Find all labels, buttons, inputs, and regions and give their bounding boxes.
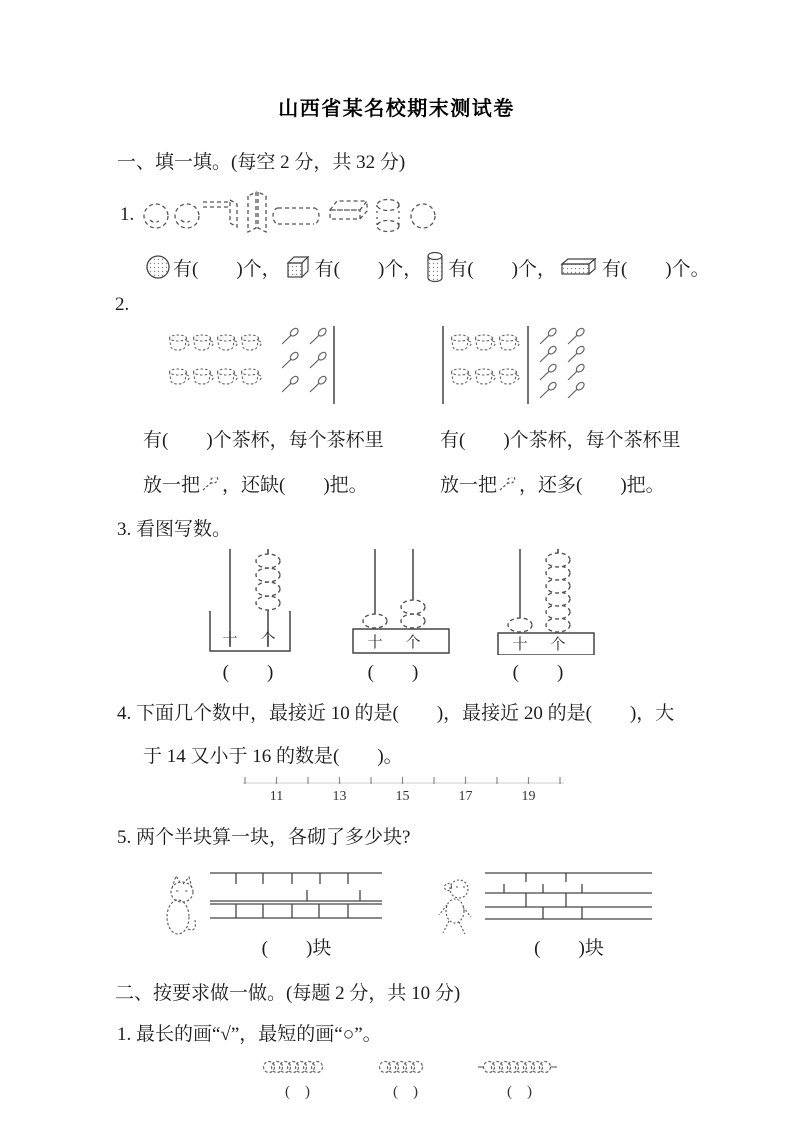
cube-icon [283,253,313,281]
sphere-blank-text: 有( )个， [173,258,281,280]
right-line2-pre: 放一把 [440,475,498,496]
sphere-icon [145,254,171,280]
abacus-tens-1-ones-6-illustration [478,543,598,655]
number-line-illustration [237,774,577,804]
cuboid-blank-text: 有( )个。 [601,258,710,280]
chain-2-group [378,1056,433,1101]
chain-3-group [478,1056,561,1101]
spoon-icon [498,477,518,495]
chain-1-group [262,1056,333,1101]
brick-wall-left-group [209,859,384,960]
kitten-illustration [163,871,199,937]
left-line2-post: ，还缺( )把。 [222,475,368,496]
brick-wall-right-group [484,859,654,960]
abacus-answer-blank: ( ) [512,662,564,683]
brick-wall-right-illustration [484,871,654,923]
question-2-number: 2. [115,294,130,315]
question-5-right-blank: ( )块 [534,938,604,959]
spoon-icon [201,477,221,495]
monkey-illustration [436,875,476,937]
bead-chain-illustration [262,1056,333,1078]
section1-heading: 一、填一填。(每空 2 分，共 32 分) [117,152,406,173]
page-title: 山西省某名校期末测试卷 [278,98,515,120]
question-4-line1: 4. 下面几个数中，最接近 10 的是( )，最接近 20 的是( )，大 [117,703,675,724]
svg-text:十: 十 [222,632,238,648]
chain-2-blank: ( ) [393,1084,418,1100]
cylinder-blank-text: 有( )个， [448,258,556,280]
brick-wall-left-illustration [209,871,384,921]
question-3-abacuses [188,543,793,655]
question-1-blanks [143,250,793,284]
section2-heading: 二、按要求做一做。(每题 2 分，共 10 分) [115,983,461,1004]
shapes-row-illustration [142,188,438,242]
bead-chain-illustration [378,1056,433,1078]
cylinder-icon [424,250,446,284]
abacus-ones-4-illustration [188,543,308,655]
question-2-left-text [143,418,440,508]
chain-3-blank: ( ) [507,1084,532,1100]
question-5-left-blank: ( )块 [261,938,332,959]
svg-text:13: 13 [332,789,347,804]
section2-question-1-chains [262,1056,793,1101]
question-2-text [143,418,793,508]
question-4-line2: 于 14 又小于 16 的数是( )。 [143,746,403,767]
left-line1: 有( )个茶杯，每个茶杯里 [143,430,384,451]
cube-blank-text: 有( )个， [314,258,423,280]
svg-text:17: 17 [458,789,473,804]
question-1-number: 1. [120,204,135,225]
svg-text:个: 个 [260,632,276,648]
question-3-heading: 3. 看图写数。 [117,519,232,540]
svg-text:个: 个 [550,637,566,653]
bead-chain-illustration [478,1056,561,1078]
teacups-spoons-left-illustration [158,320,348,410]
abacus-answer-blank: ( ) [367,662,419,683]
abacus-tens-1-ones-2-illustration [333,543,453,655]
svg-text:十: 十 [367,635,383,651]
svg-text:19: 19 [521,789,536,804]
right-line2-post: ，还多( )把。 [519,475,665,496]
section2-question-1-heading: 1. 最长的画“√”，最短的画“○”。 [117,1024,382,1045]
svg-text:个: 个 [405,635,421,651]
cuboid-icon [558,255,600,279]
teacups-spoons-right-illustration [440,320,630,410]
question-2-right-text [440,418,737,508]
question-1 [120,188,793,242]
svg-text:11: 11 [269,789,284,804]
abacus-answer-blank: ( ) [222,662,274,683]
right-line1: 有( )个茶杯，每个茶杯里 [440,430,681,451]
question-3-answer-blanks [188,657,793,684]
chain-1-blank: ( ) [285,1084,310,1100]
svg-text:十: 十 [512,637,528,653]
question-5-illustrations [163,859,793,960]
left-line2-pre: 放一把 [143,475,201,496]
question-2-illustrations [158,320,793,410]
svg-text:15: 15 [395,789,410,804]
question-5-heading: 5. 两个半块算一块，各砌了多少块? [117,827,411,848]
